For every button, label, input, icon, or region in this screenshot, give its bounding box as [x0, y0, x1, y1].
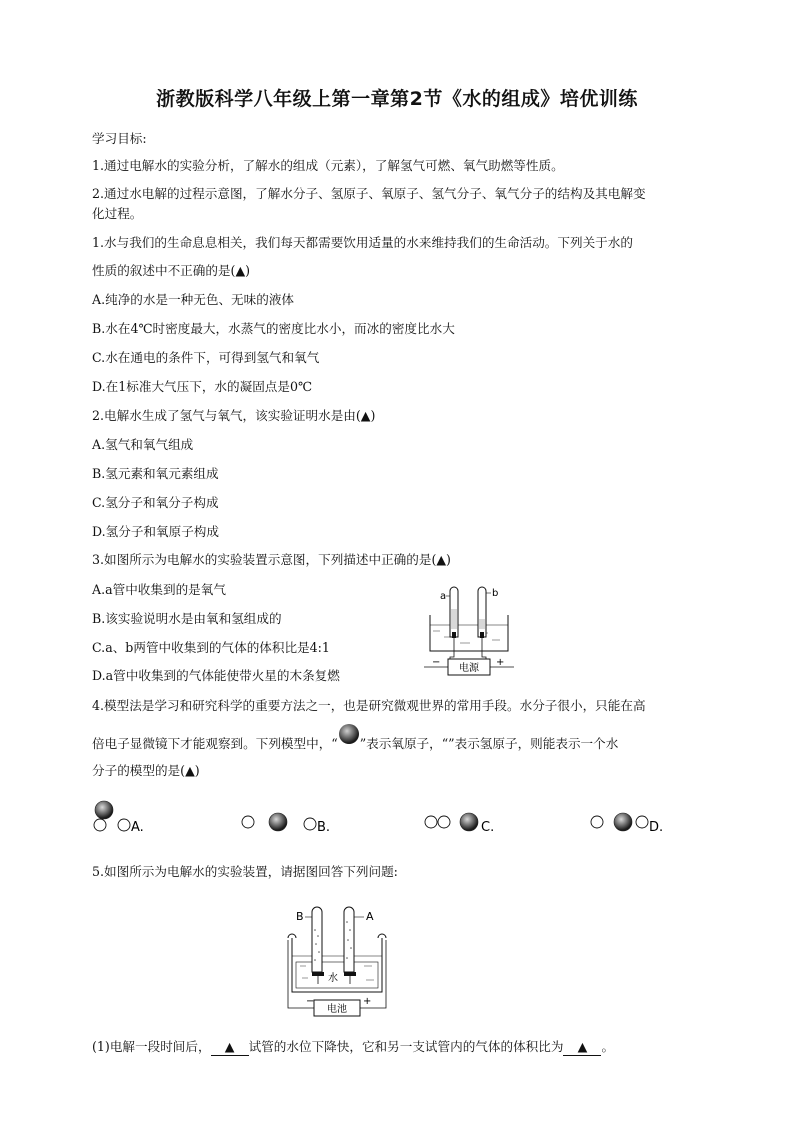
q2-option-a: A.氢气和氧气组成 [92, 437, 194, 452]
q5-plus-sign: + [363, 996, 372, 1007]
q2-option-d: D.氢分子和氧原子构成 [92, 524, 219, 539]
oxygen-atom-icon [614, 813, 632, 831]
q2-stem: 2.电解水生成了氢气与氧气，该实验证明水是由(▲) [92, 408, 376, 423]
q5-tube-b [312, 907, 322, 972]
q3-power-label: 电源 [459, 663, 479, 674]
q5-water-label: 水 [328, 973, 338, 984]
hydrogen-atom-icon [591, 816, 603, 828]
hydrogen-atom-icon [94, 819, 106, 831]
objective-2-cont: 化过程。 [92, 206, 143, 221]
q4-model-options [90, 798, 690, 838]
q4-stem-line1: 4.模型法是学习和研究科学的重要方法之一，也是研究微观世界的常用手段。水分子很小，只能在高 [92, 698, 646, 713]
q3-tube-b [478, 587, 486, 637]
oxygen-atom-icon [269, 813, 287, 831]
q3-electrode-b [480, 632, 484, 638]
q3-minus-sign: − [432, 657, 441, 668]
objective-2: 2.通过水电解的过程示意图，了解水分子、氢原子、氧原子、氢气分子、氧气分子的结构及其电解变 [92, 186, 646, 201]
q3-label-b: b [492, 588, 499, 599]
q1-option-d: D.在1标准大气压下，水的凝固点是0℃ [92, 379, 313, 394]
q4-option-c-label: C. [481, 820, 495, 835]
q5-label-a: A [366, 910, 374, 923]
q2-option-c: C.氢分子和氧分子构成 [92, 495, 219, 510]
oxygen-atom-icon [337, 722, 361, 746]
q3-stem: 3.如图所示为电解水的实验装置示意图，下列描述中正确的是(▲) [92, 552, 451, 567]
q1-stem-line2: 性质的叙述中不正确的是(▲) [92, 263, 251, 278]
q1-option-a: A.纯净的水是一种无色、无味的液体 [92, 292, 295, 307]
q5-battery-label: 电池 [327, 1004, 347, 1015]
answer-blank-2[interactable]: ▲ [563, 1039, 601, 1056]
hydrogen-atom-icon [425, 816, 437, 828]
q5-sub1 [92, 1039, 614, 1056]
q4-stem-line2-pre: 倍电子显微镜下才能观察到。下列模型中，“ [92, 736, 338, 751]
q4-stem-line3: 分子的模型的是(▲) [92, 763, 200, 778]
q1-option-c: C.水在通电的条件下，可得到氢气和氧气 [92, 350, 320, 365]
q4-option-b-label: B. [317, 820, 331, 835]
q3-option-c: C.a、b两管中收集到的气体的体积比是4:1 [92, 640, 330, 655]
q4-option-d-label: D. [649, 820, 664, 835]
q5-minus-sign: − [306, 996, 315, 1007]
oxygen-atom-icon [460, 813, 478, 831]
q4-stem-line2 [92, 736, 618, 752]
answer-blank-1[interactable]: ▲ [211, 1039, 249, 1056]
q1-stem-line1: 1.水与我们的生命息息相关，我们每天都需要饮用适量的水来维持我们的生命活动。下列关于水的 [92, 235, 633, 250]
hydrogen-atom-icon [636, 816, 648, 828]
q5-electrolysis-figure [284, 900, 390, 1020]
hydrogen-atom-icon [242, 816, 254, 828]
q5-electrode-b [312, 972, 324, 976]
q4-option-a-label: A. [131, 820, 144, 835]
q3-plus-sign: + [496, 657, 505, 668]
q4-stem-line2-post: ”表示氧原子，“”表示氢原子，则能表示一个水 [359, 736, 619, 751]
q3-electrolysis-figure [420, 585, 520, 677]
objective-1: 1.通过电解水的实验分析，了解水的组成（元素），了解氢气可燃、氧气助燃等性质。 [92, 158, 564, 173]
q4-model-c [425, 813, 494, 835]
q4-model-d [591, 813, 663, 835]
objectives-heading: 学习目标: [92, 131, 147, 146]
q5-sub1-mid: 试管的水位下降快，它和另一支试管内的气体的体积比为 [248, 1039, 564, 1054]
hydrogen-atom-icon [304, 818, 316, 830]
oxygen-atom-icon [95, 801, 113, 819]
q5-stem: 5.如图所示为电解水的实验装置，请据图回答下列问题: [92, 864, 398, 879]
q2-option-b: B.氢元素和氧元素组成 [92, 466, 219, 481]
q3-label-a: a [440, 591, 447, 602]
q5-electrode-a [344, 972, 356, 976]
q3-option-b: B.该实验说明水是由氧和氢组成的 [92, 611, 282, 626]
q3-electrode-a [452, 632, 456, 638]
hydrogen-atom-icon [438, 816, 450, 828]
hydrogen-atom-icon [118, 819, 130, 831]
q5-sub1-pre: (1)电解一段时间后， [92, 1039, 211, 1054]
q4-model-b [242, 813, 330, 835]
page-title: 浙教版科学八年级上第一章第2节《水的组成》培优训练 [156, 88, 638, 110]
q4-model-a [94, 801, 144, 835]
q5-tube-a [344, 907, 354, 972]
q3-option-a: A.a管中收集到的是氧气 [92, 582, 226, 597]
q3-option-d: D.a管中收集到的气体能使带火星的木条复燃 [92, 668, 340, 683]
q3-beaker [430, 615, 508, 651]
q5-label-b: B [296, 910, 304, 923]
q5-sub1-end: 。 [601, 1039, 615, 1054]
q1-option-b: B.水在4℃时密度最大，水蒸气的密度比水小，而冰的密度比水大 [92, 321, 455, 336]
